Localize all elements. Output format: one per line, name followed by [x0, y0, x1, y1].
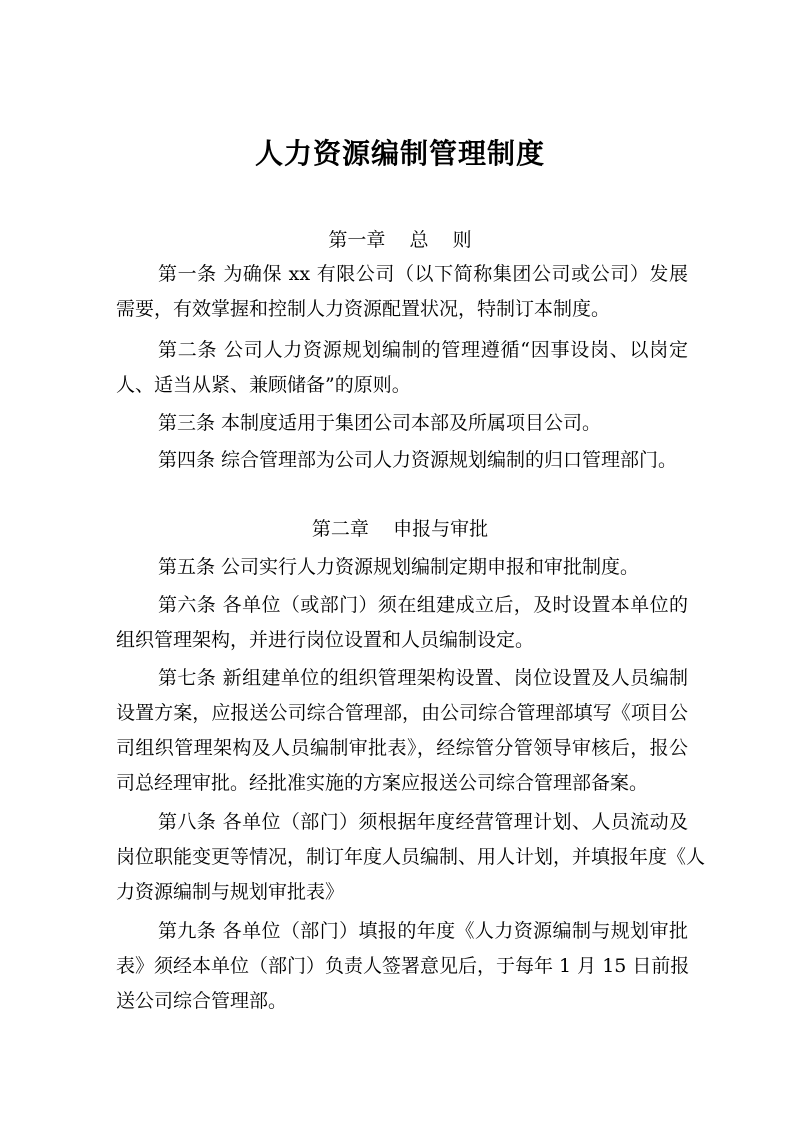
chapter-heading: 第一章 总 则 — [328, 229, 472, 251]
article-line: 表》须经本单位（部门）负责人签署意见后，于每年 1 月 15 日前报 — [116, 955, 690, 977]
article-line: 岗位职能变更等情况，制订年度人员编制、用人计划，并填报年度《人 — [116, 846, 706, 868]
article-line: 司总经理审批。经批准实施的方案应报送公司综合管理部备案。 — [116, 772, 649, 794]
article-line: 第三条 本制度适用于集团公司本部及所属项目公司。 — [158, 412, 602, 434]
article-line: 第八条 各单位（部门）须根据年度经营管理计划、人员流动及 — [158, 811, 688, 833]
article-line: 第四条 综合管理部为公司人力资源规划编制的归口管理部门。 — [158, 449, 678, 471]
article-line: 第二条 公司人力资源规划编制的管理遵循“因事设岗、以岗定 — [158, 339, 688, 361]
article-line: 力资源编制与规划审批表》 — [116, 881, 345, 903]
article-line: 第五条 公司实行人力资源规划编制定期申报和审批制度。 — [158, 556, 640, 578]
article-line: 第九条 各单位（部门）填报的年度《人力资源编制与规划审批 — [158, 920, 688, 942]
article-line: 第七条 新组建单位的组织管理架构设置、岗位设置及人员编制 — [158, 667, 688, 689]
article-line: 组织管理架构，并进行岗位设置和人员编制设定。 — [116, 629, 535, 651]
article-line: 司组织管理架构及人员编制审批表》，经综管分管领导审核后，报公 — [116, 737, 688, 759]
article-line: 第一条 为确保 xx 有限公司（以下简称集团公司或公司）发展 — [158, 263, 688, 285]
article-line: 人、适当从紧、兼顾储备”的原则。 — [116, 374, 411, 396]
article-line: 需要，有效掌握和控制人力资源配置状况，特制订本制度。 — [116, 298, 611, 320]
article-line: 第六条 各单位（或部门）须在组建成立后，及时设置本单位的 — [158, 594, 688, 616]
chapter-heading: 第二章 申报与审批 — [311, 518, 489, 540]
article-line: 送公司综合管理部。 — [116, 990, 288, 1012]
document-title: 人力资源编制管理制度 — [254, 137, 545, 170]
article-line: 设置方案，应报送公司综合管理部，由公司综合管理部填写《项目公 — [116, 702, 688, 724]
